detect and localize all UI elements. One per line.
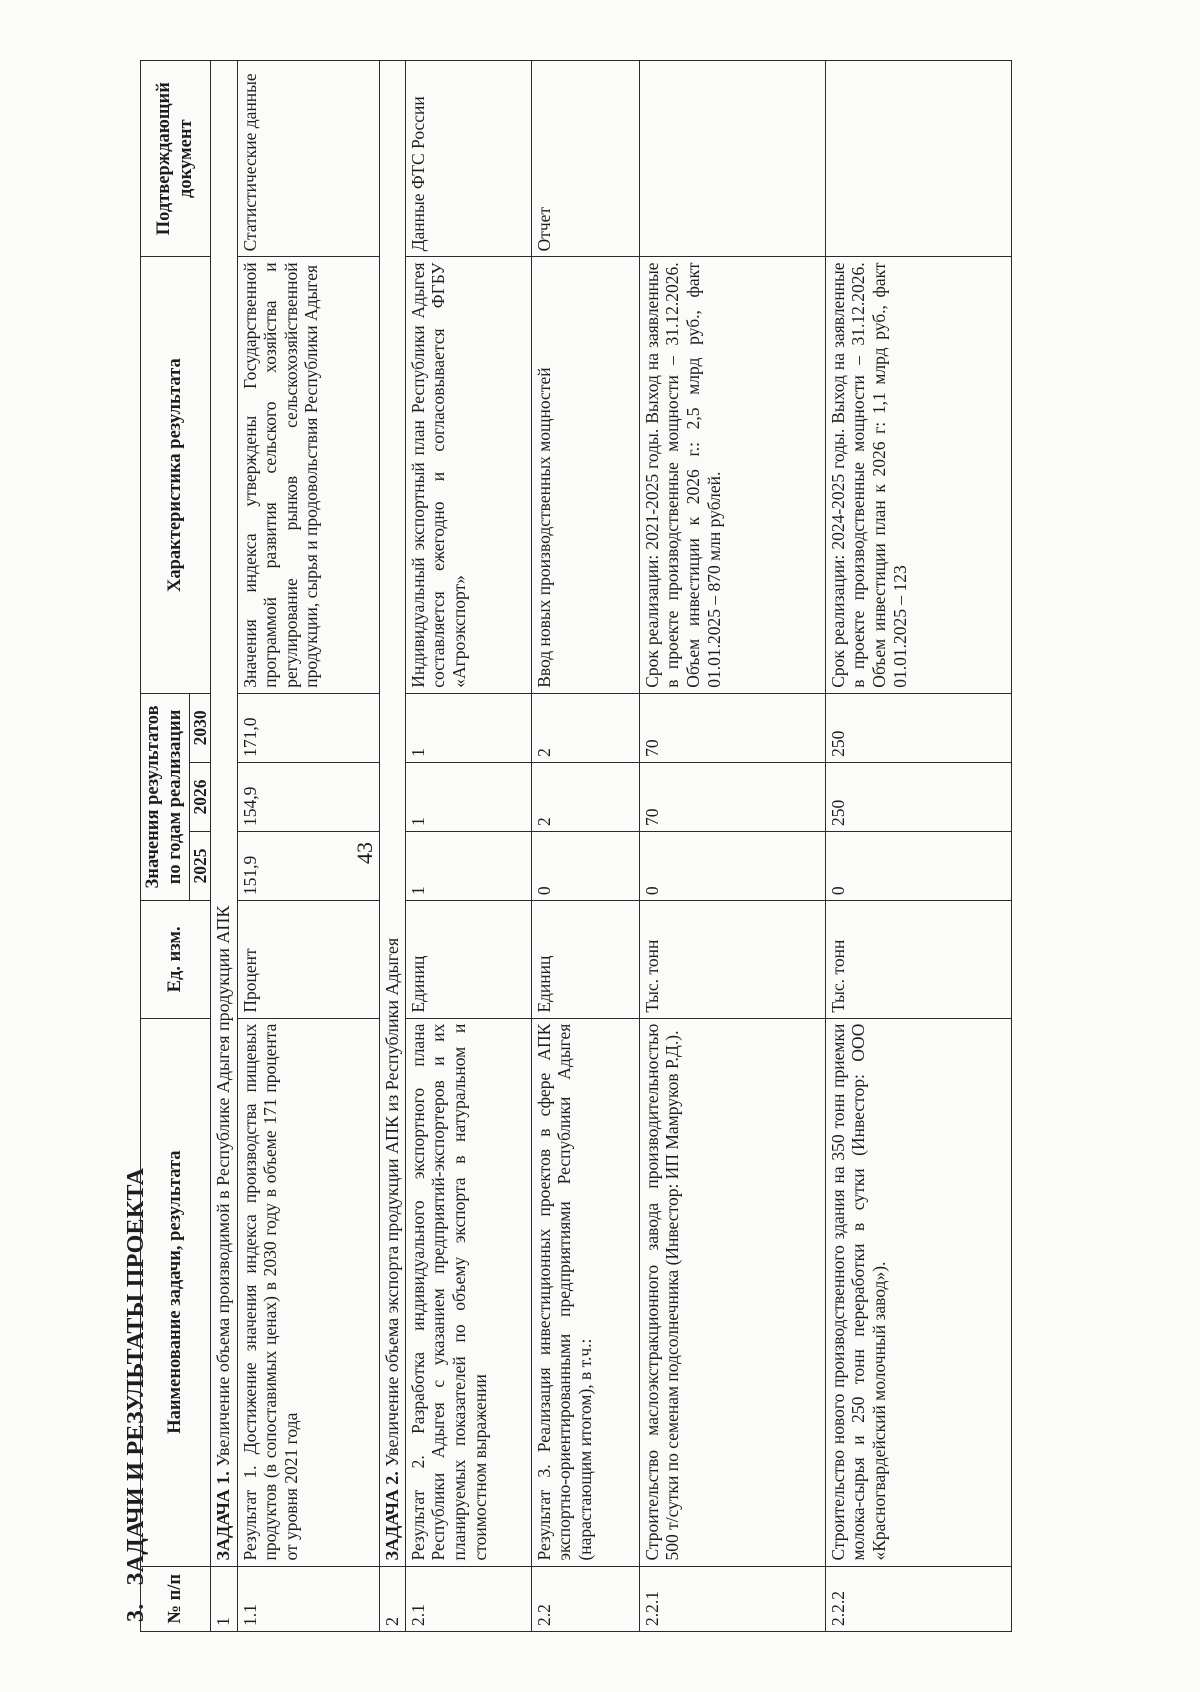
task-text: Увеличение объема экспорта продукции АПК из Республики Адыгея: [381, 937, 402, 1472]
row-value-2030: 1: [405, 693, 531, 762]
section-number: 3.: [123, 1603, 149, 1622]
row-name: Результат 1. Достижение значения индекса производства пищевых продуктов (в сопоставимых ценах) в 2030 году в объеме 171 процента от уровня 2021 года: [237, 1018, 379, 1566]
row-value-2026: 1: [405, 762, 531, 831]
row-characteristic: Срок реализации: 2021-2025 годы. Выход на заявленные в проекте производственные мощности – 31.12.2026. Объем инвестиции к 2026 г.: 2,5 млрд руб., факт 01.01.2025 – 870 млн рублей.: [639, 257, 825, 693]
task-label: ЗАДАЧА 1.: [213, 1471, 234, 1561]
row-unit: Единиц: [405, 901, 531, 1019]
table-row: [237, 61, 379, 1632]
row-num: 2.2: [531, 1566, 639, 1631]
row-value-2025: 0: [531, 832, 639, 901]
section-title-text: ЗАДАЧИ И РЕЗУЛЬТАТЫ ПРОЕКТА: [123, 1167, 149, 1586]
row-name: Результат 2. Разработка индивидуального экспортного плана Республики Адыгея с указанием предприятий-экспортеров и их планируемых показателей по объему экспорта в натуральном и стоимостном выражении: [405, 1018, 531, 1566]
header-values: Значения результатов по годам реализации: [141, 693, 190, 900]
row-value-2030: 70: [639, 693, 825, 762]
row-unit: Единиц: [531, 901, 639, 1019]
row-unit: Процент: [237, 901, 379, 1019]
header-document: Подтверждающий документ: [141, 61, 211, 257]
row-num: 2.2.1: [639, 1566, 825, 1631]
table-row: [531, 61, 639, 1632]
task-title: [379, 61, 405, 1567]
row-document: [825, 61, 1011, 257]
header-year-2030: 2030: [189, 693, 211, 762]
header-characteristic: Характеристика результата: [141, 257, 211, 693]
row-value-2026: 154,9: [237, 762, 379, 831]
header-row: [141, 61, 190, 1632]
row-characteristic: Значения индекса утверждены Государственной программой развития сельского хозяйства и регулирование рынков сельскохозяйственной продукции, сырья и продовольствия Республики Адыгея: [237, 257, 379, 693]
row-value-2030: 250: [825, 693, 1011, 762]
table-row: [825, 61, 1011, 1632]
row-document: Данные ФТС России: [405, 61, 531, 257]
row-value-2025: 0: [825, 832, 1011, 901]
row-value-2026: 2: [531, 762, 639, 831]
row-value-2026: 70: [639, 762, 825, 831]
row-unit: Тыс. тонн: [825, 901, 1011, 1019]
header-unit: Ед. изм.: [141, 901, 211, 1019]
task-label: ЗАДАЧА 2.: [381, 1471, 402, 1561]
header-year-2025: 2025: [189, 832, 211, 901]
row-value-2025: 151,9: [237, 832, 379, 901]
row-characteristic: Индивидуальный экспортный план Республики Адыгея составляется ежегодно и согласовывается ФГБУ «Агроэкспорт»: [405, 257, 531, 693]
row-num: 2.2.2: [825, 1566, 1011, 1631]
table-row: [405, 61, 531, 1632]
task-text: Увеличение объема производимой в Республике Адыгея продукции АПК: [213, 905, 234, 1472]
row-name: Строительство нового производственного здания на 350 тонн приемки молока-сырья и 250 тонн переработки в сутки (Инвестор: ООО «Красногвардейский молочный завод»).: [825, 1018, 1011, 1566]
row-characteristic: Срок реализации: 2024-2025 годы. Выход на заявленные в проекте производственные мощности – 31.12.2026. Объем инвестиции план к 2026 г: 1,1 млрд руб., факт 01.01.2025 – 123: [825, 257, 1011, 693]
task-title: [211, 61, 237, 1567]
header-num: № п/п: [141, 1566, 211, 1631]
task-row: [211, 61, 237, 1632]
row-value-2025: 0: [639, 832, 825, 901]
row-value-2030: 171,0: [237, 693, 379, 762]
task-row: [379, 61, 405, 1632]
row-name: Строительство маслоэкстракционного завода производительностью 500 т/сутки по семенам подсолнечника (Инвестор: ИП Мамруков Р.Д.).: [639, 1018, 825, 1566]
row-unit: Тыс. тонн: [639, 901, 825, 1019]
results-table: [140, 60, 1012, 1632]
task-num: 2: [379, 1566, 405, 1631]
table-row: [639, 61, 825, 1632]
row-document: [639, 61, 825, 257]
row-document: Статистические данные: [237, 61, 379, 257]
row-num: 1.1: [237, 1566, 379, 1631]
row-name: Результат 3. Реализация инвестиционных проектов в сфере АПК экспортно-ориентированными предприятиями Республики Адыгея (нарастающим итогом), в т.ч.:: [531, 1018, 639, 1566]
header-name: Наименование задачи, результата: [141, 1018, 211, 1566]
row-characteristic: Ввод новых производственных мощностей: [531, 257, 639, 693]
row-value-2026: 250: [825, 762, 1011, 831]
header-year-2026: 2026: [189, 762, 211, 831]
row-num: 2.1: [405, 1566, 531, 1631]
row-value-2025: 1: [405, 832, 531, 901]
task-num: 1: [211, 1566, 237, 1631]
page-number: 43: [352, 842, 377, 864]
row-value-2030: 2: [531, 693, 639, 762]
row-document: Отчет: [531, 61, 639, 257]
